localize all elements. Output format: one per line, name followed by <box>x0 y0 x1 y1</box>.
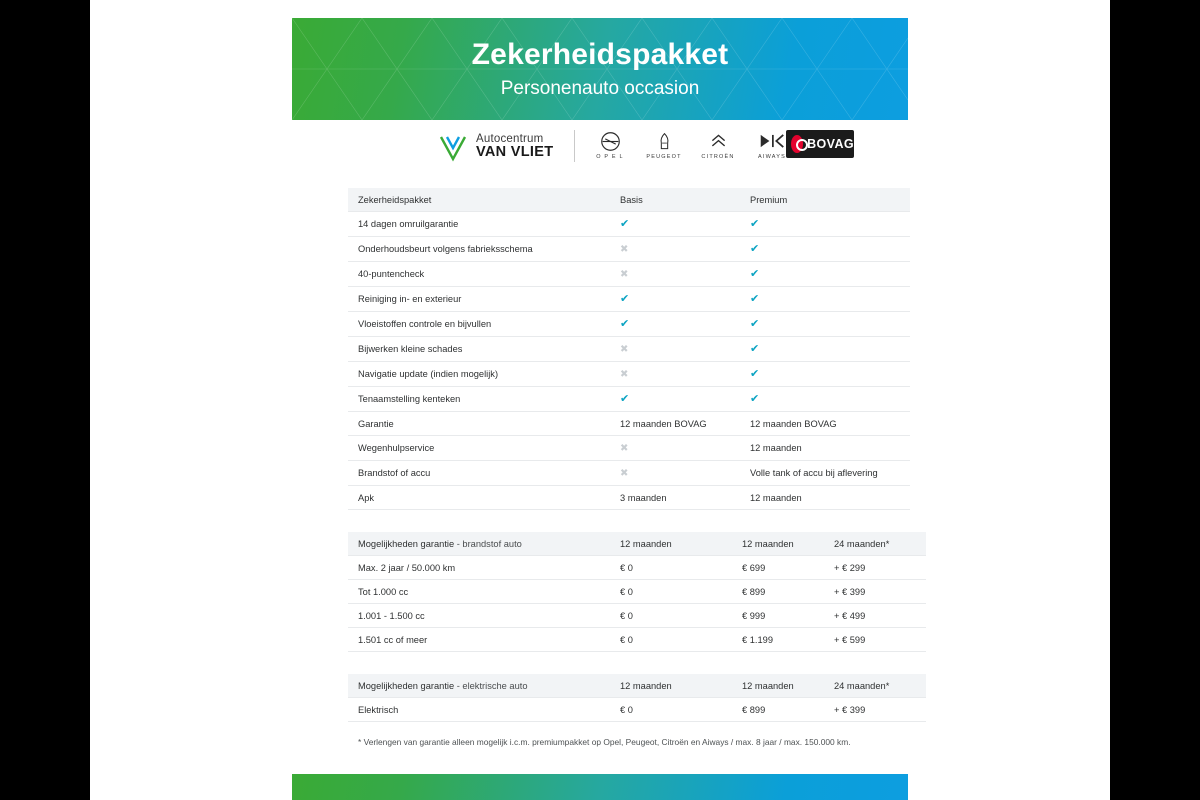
cross-icon: ✖ <box>620 467 629 479</box>
check-icon: ✔ <box>750 267 760 280</box>
row-feature: Reiniging in- en exterieur <box>348 287 612 312</box>
peugeot-icon <box>646 130 682 152</box>
footnote-text: * Verlengen van garantie alleen mogelijk i.c.m. premiumpakket op Opel, Peugeot, Citroën en Aiways / max. 8 jaar / max. 150.000 km. <box>358 737 851 747</box>
row-basis <box>612 387 742 412</box>
row-col3: + € 499 <box>826 604 926 628</box>
row-premium <box>742 287 910 312</box>
row-feature: Navigatie update (indien mogelijk) <box>348 362 612 387</box>
row-feature: Brandstof of accu <box>348 461 612 486</box>
bovag-label: BOVAG <box>807 137 854 151</box>
electric-warranty-table <box>348 674 926 722</box>
cross-icon: ✖ <box>620 268 629 280</box>
citroen-caption: CITROËN <box>701 154 735 160</box>
header-electric-bold: Mogelijkheden garantie <box>358 680 455 691</box>
row-feature: Onderhoudsbeurt volgens fabrieksschema <box>348 237 612 262</box>
dealer-logo <box>438 132 553 162</box>
peugeot-logo <box>646 130 682 160</box>
row-premium <box>742 312 910 337</box>
row-col1: € 0 <box>612 698 734 722</box>
cross-icon: ✖ <box>620 368 629 380</box>
row-premium: 12 maanden <box>742 486 910 510</box>
table-header-row <box>348 532 926 556</box>
row-col1: € 0 <box>612 628 734 652</box>
header-fuel-light: - brandstof auto <box>454 538 522 549</box>
table-row <box>348 698 926 722</box>
row-col1: € 0 <box>612 556 734 580</box>
table-row <box>348 556 926 580</box>
row-premium <box>742 337 910 362</box>
header-basis: Basis <box>612 188 742 212</box>
row-basis <box>612 436 742 461</box>
row-basis: 3 maanden <box>612 486 742 510</box>
check-icon: ✔ <box>750 242 760 255</box>
document-page <box>90 0 1110 800</box>
row-col2: € 899 <box>734 580 826 604</box>
row-feature: Vloeistoffen controle en bijvullen <box>348 312 612 337</box>
row-basis <box>612 362 742 387</box>
bovag-mark-icon <box>791 135 803 153</box>
table-row <box>348 486 910 510</box>
header-banner <box>292 18 908 120</box>
table-row <box>348 604 926 628</box>
citroen-icon <box>700 130 736 152</box>
header-electric-col2: 12 maanden <box>734 674 826 698</box>
row-premium <box>742 362 910 387</box>
row-premium: 12 maanden <box>742 436 910 461</box>
bovag-badge <box>786 130 854 158</box>
check-icon: ✔ <box>620 292 630 305</box>
row-feature: Wegenhulpservice <box>348 436 612 461</box>
row-basis <box>612 337 742 362</box>
header-electric-title <box>348 674 612 698</box>
header-premium: Premium <box>742 188 910 212</box>
row-feature: Bijwerken kleine schades <box>348 337 612 362</box>
row-premium: Volle tank of accu bij aflevering <box>742 461 910 486</box>
aiways-caption: AIWAYS <box>758 154 786 160</box>
cross-icon: ✖ <box>620 442 629 454</box>
header-feature: Zekerheidspakket <box>348 188 612 212</box>
row-feature: Max. 2 jaar / 50.000 km <box>348 556 612 580</box>
table-header-row <box>348 674 926 698</box>
check-icon: ✔ <box>750 392 760 405</box>
header-electric-col3: 24 maanden* <box>826 674 926 698</box>
peugeot-caption: PEUGEOT <box>646 154 682 160</box>
table-row <box>348 212 910 237</box>
row-feature: 40-puntencheck <box>348 262 612 287</box>
row-premium <box>742 212 910 237</box>
row-basis <box>612 262 742 287</box>
row-feature: 1.001 - 1.500 cc <box>348 604 612 628</box>
row-basis <box>612 461 742 486</box>
row-feature: 1.501 cc of meer <box>348 628 612 652</box>
table-row <box>348 262 910 287</box>
row-feature: Tot 1.000 cc <box>348 580 612 604</box>
aiways-icon <box>754 130 790 152</box>
check-icon: ✔ <box>750 317 760 330</box>
row-col2: € 699 <box>734 556 826 580</box>
citroen-logo <box>700 130 736 160</box>
row-col3: + € 299 <box>826 556 926 580</box>
table-gap <box>348 510 860 532</box>
header-fuel-col3: 24 maanden* <box>826 532 926 556</box>
brand-bar <box>292 128 908 178</box>
row-col2: € 899 <box>734 698 826 722</box>
check-icon: ✔ <box>620 392 630 405</box>
header-fuel-col1: 12 maanden <box>612 532 734 556</box>
table-row <box>348 362 910 387</box>
header-electric-light: - elektrische auto <box>454 680 528 691</box>
row-feature: Tenaamstelling kenteken <box>348 387 612 412</box>
row-col2: € 1.199 <box>734 628 826 652</box>
row-col3: + € 599 <box>826 628 926 652</box>
table-row <box>348 287 910 312</box>
table-row <box>348 412 910 436</box>
cross-icon: ✖ <box>620 343 629 355</box>
header-fuel-bold: Mogelijkheden garantie <box>358 538 455 549</box>
page-title: Zekerheidspakket <box>471 38 729 71</box>
fuel-warranty-table <box>348 532 926 652</box>
row-col3: + € 399 <box>826 580 926 604</box>
package-comparison-table <box>348 188 910 510</box>
header-fuel-col2: 12 maanden <box>734 532 826 556</box>
row-basis: 12 maanden BOVAG <box>612 412 742 436</box>
row-basis <box>612 237 742 262</box>
row-basis <box>612 312 742 337</box>
row-col1: € 0 <box>612 604 734 628</box>
car-brand-logos <box>592 130 790 160</box>
row-premium <box>742 237 910 262</box>
row-premium <box>742 262 910 287</box>
dealer-name-line2: VAN VLIET <box>476 144 554 161</box>
opel-logo <box>592 130 628 160</box>
row-feature: Elektrisch <box>348 698 612 722</box>
opel-caption: O P E L <box>596 154 624 160</box>
check-icon: ✔ <box>750 342 760 355</box>
van-vliet-mark-icon <box>438 132 468 162</box>
row-col1: € 0 <box>612 580 734 604</box>
check-icon: ✔ <box>750 367 760 380</box>
row-feature: Apk <box>348 486 612 510</box>
row-col3: + € 399 <box>826 698 926 722</box>
row-basis <box>612 212 742 237</box>
cross-icon: ✖ <box>620 243 629 255</box>
page-subtitle: Personenauto occasion <box>500 78 700 99</box>
check-icon: ✔ <box>620 217 630 230</box>
logo-divider <box>574 130 575 162</box>
tables-container <box>348 188 890 786</box>
header-electric-col1: 12 maanden <box>612 674 734 698</box>
check-icon: ✔ <box>620 317 630 330</box>
table-header-row <box>348 188 910 212</box>
row-premium: 12 maanden BOVAG <box>742 412 910 436</box>
table-row <box>348 628 926 652</box>
aiways-logo <box>754 130 790 160</box>
table-row <box>348 436 910 461</box>
table-row <box>348 580 926 604</box>
table-gap <box>348 652 860 674</box>
opel-icon <box>592 130 628 152</box>
row-basis <box>612 287 742 312</box>
check-icon: ✔ <box>750 292 760 305</box>
table-row <box>348 337 910 362</box>
table-row <box>348 237 910 262</box>
dealer-name-line1: Autocentrum <box>476 133 544 146</box>
table-row <box>348 387 910 412</box>
row-premium <box>742 387 910 412</box>
header-fuel-title <box>348 532 612 556</box>
row-feature: 14 dagen omruilgarantie <box>348 212 612 237</box>
table-row <box>348 312 910 337</box>
row-col2: € 999 <box>734 604 826 628</box>
row-feature: Garantie <box>348 412 612 436</box>
table-row <box>348 461 910 486</box>
check-icon: ✔ <box>750 217 760 230</box>
footer-banner <box>292 774 908 800</box>
